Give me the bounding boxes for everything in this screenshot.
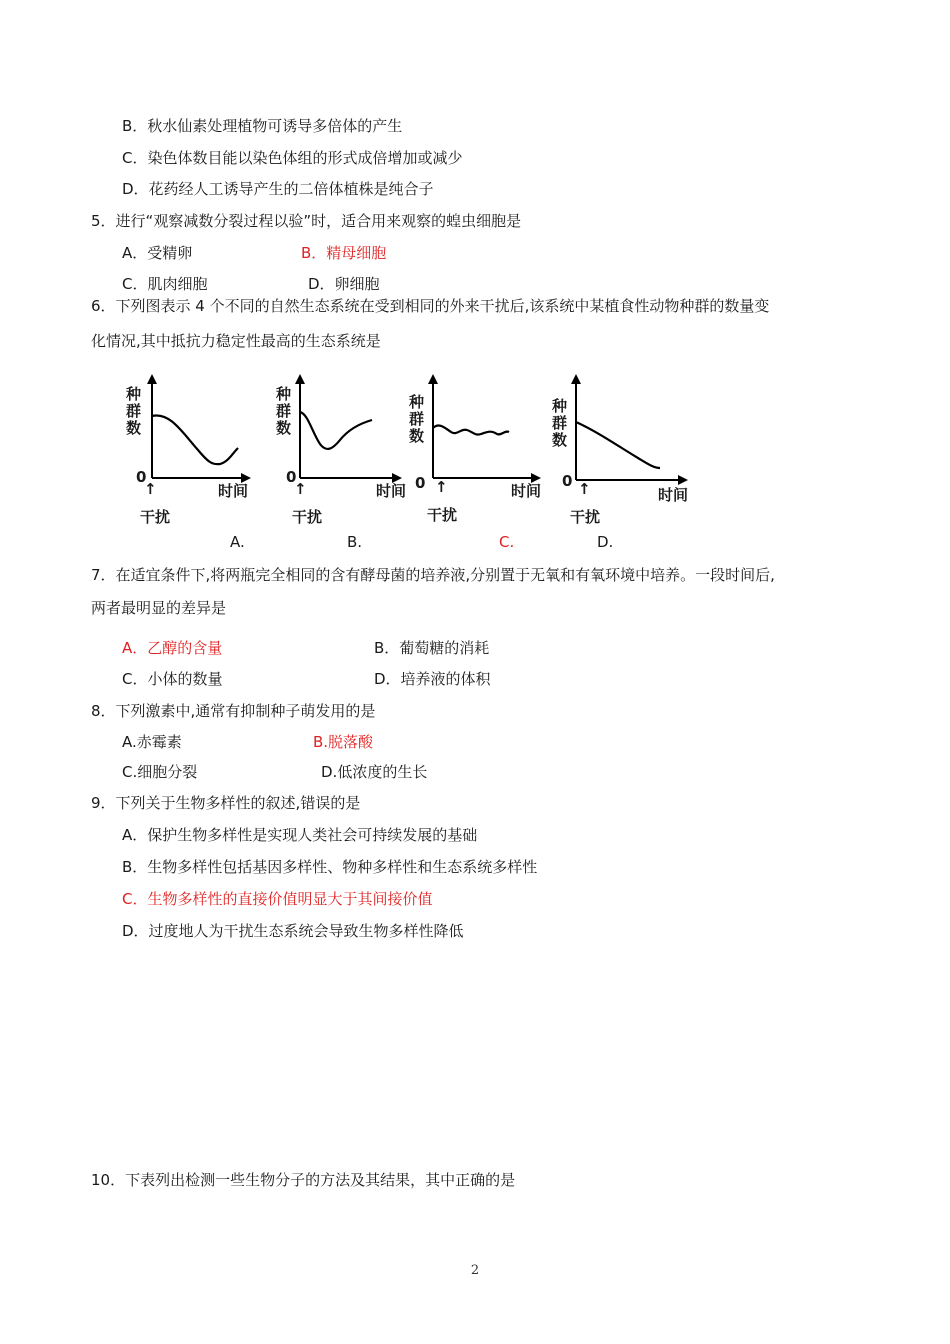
q9-option-c-answer: C．生物多样性的直接价值明显大于其间接价值	[122, 890, 433, 908]
graph-a-xlabel: 时间	[218, 482, 249, 500]
graph-a-ylabel: 种群数	[126, 385, 142, 437]
graph-c	[405, 372, 550, 532]
graph-a-curve	[152, 415, 238, 464]
q8-option-c: C.细胞分裂	[122, 763, 198, 781]
graph-label-c-answer: C.	[499, 533, 515, 551]
graph-a	[120, 372, 260, 532]
q5-option-d: D．卵细胞	[308, 275, 380, 293]
q4-option-d: D．花药经人工诱导产生的二倍体植株是纯合子	[122, 180, 434, 198]
q5-option-a: A．受精卵	[122, 244, 193, 262]
graph-d-disturb: 干扰	[570, 508, 601, 526]
graph-d	[548, 372, 698, 532]
q9-stem: 9．下列关于生物多样性的叙述,错误的是	[91, 794, 361, 812]
graph-b-curve	[300, 412, 372, 449]
q4-option-b: B．秋水仙素处理植物可诱导多倍体的产生	[122, 117, 403, 135]
graph-c-zero: 0	[415, 474, 426, 492]
q7-option-c: C．小体的数量	[122, 670, 223, 688]
q10-stem: 10．下表列出检测一些生物分子的方法及其结果，其中正确的是	[91, 1171, 516, 1189]
q7-option-a-answer: A．乙醇的含量	[122, 639, 223, 657]
graph-a-disturb: 干扰	[140, 508, 171, 526]
q4-option-c: C．染色体数目能以染色体组的形式成倍增加或减少	[122, 149, 463, 167]
graph-c-arrow: ↑	[435, 478, 448, 496]
q6-stem-line1: 6．下列图表示 4 个不同的自然生态系统在受到相同的外来干扰后,该系统中某植食性动物种群的数量变	[91, 297, 770, 315]
graph-d-ylabel: 种群数	[552, 397, 568, 449]
graph-b-arrow: ↑	[294, 480, 307, 498]
graph-c-ylabel: 种群数	[409, 393, 425, 445]
q5-stem: 5．进行“观察减数分裂过程以验”时，适合用来观察的蝗虫细胞是	[91, 212, 522, 230]
q8-option-d: D.低浓度的生长	[321, 763, 428, 781]
graph-a-zero: 0	[136, 468, 147, 486]
graph-c-disturb: 干扰	[427, 506, 458, 524]
graph-a-arrow: ↑	[144, 480, 157, 498]
graph-b-xlabel: 时间	[376, 482, 407, 500]
q9-option-d: D．过度地人为干扰生态系统会导致生物多样性降低	[122, 922, 464, 940]
graph-b-ylabel: 种群数	[276, 385, 292, 437]
q9-option-b: B．生物多样性包括基因多样性、物种多样性和生态系统多样性	[122, 858, 538, 876]
graph-c-xlabel: 时间	[511, 482, 542, 500]
q5-option-b-answer: B．精母细胞	[301, 244, 387, 262]
q9-option-a: A．保护生物多样性是实现人类社会可持续发展的基础	[122, 826, 478, 844]
graph-d-curve	[576, 422, 660, 468]
q7-option-b: B．葡萄糖的消耗	[374, 639, 490, 657]
graph-label-d: D.	[597, 533, 614, 551]
q8-option-b-answer: B.脱落酸	[313, 733, 374, 751]
graph-label-b: B.	[347, 533, 363, 551]
graph-d-zero: 0	[562, 472, 573, 490]
q7-stem-line1: 7．在适宜条件下,将两瓶完全相同的含有酵母菌的培养液,分别置于无氧和有氧环境中培养。一段时间后,	[91, 566, 775, 584]
q8-option-a: A.赤霉素	[122, 733, 182, 751]
q5-option-c: C．肌肉细胞	[122, 275, 208, 293]
q8-stem: 8．下列激素中,通常有抑制种子萌发用的是	[91, 702, 376, 720]
q7-option-d: D．培养液的体积	[374, 670, 491, 688]
graph-c-curve	[433, 425, 509, 434]
q6-stem-line2: 化情况,其中抵抗力稳定性最高的生态系统是	[91, 332, 381, 350]
page-number: 2	[470, 1263, 480, 1278]
graph-d-xlabel: 时间	[658, 486, 689, 504]
graph-b-zero: 0	[286, 468, 297, 486]
graph-b-disturb: 干扰	[292, 508, 323, 526]
graph-d-arrow: ↑	[578, 480, 591, 498]
graph-b	[272, 372, 412, 532]
q7-stem-line2: 两者最明显的差异是	[91, 599, 227, 617]
graph-label-a: A.	[230, 533, 245, 551]
